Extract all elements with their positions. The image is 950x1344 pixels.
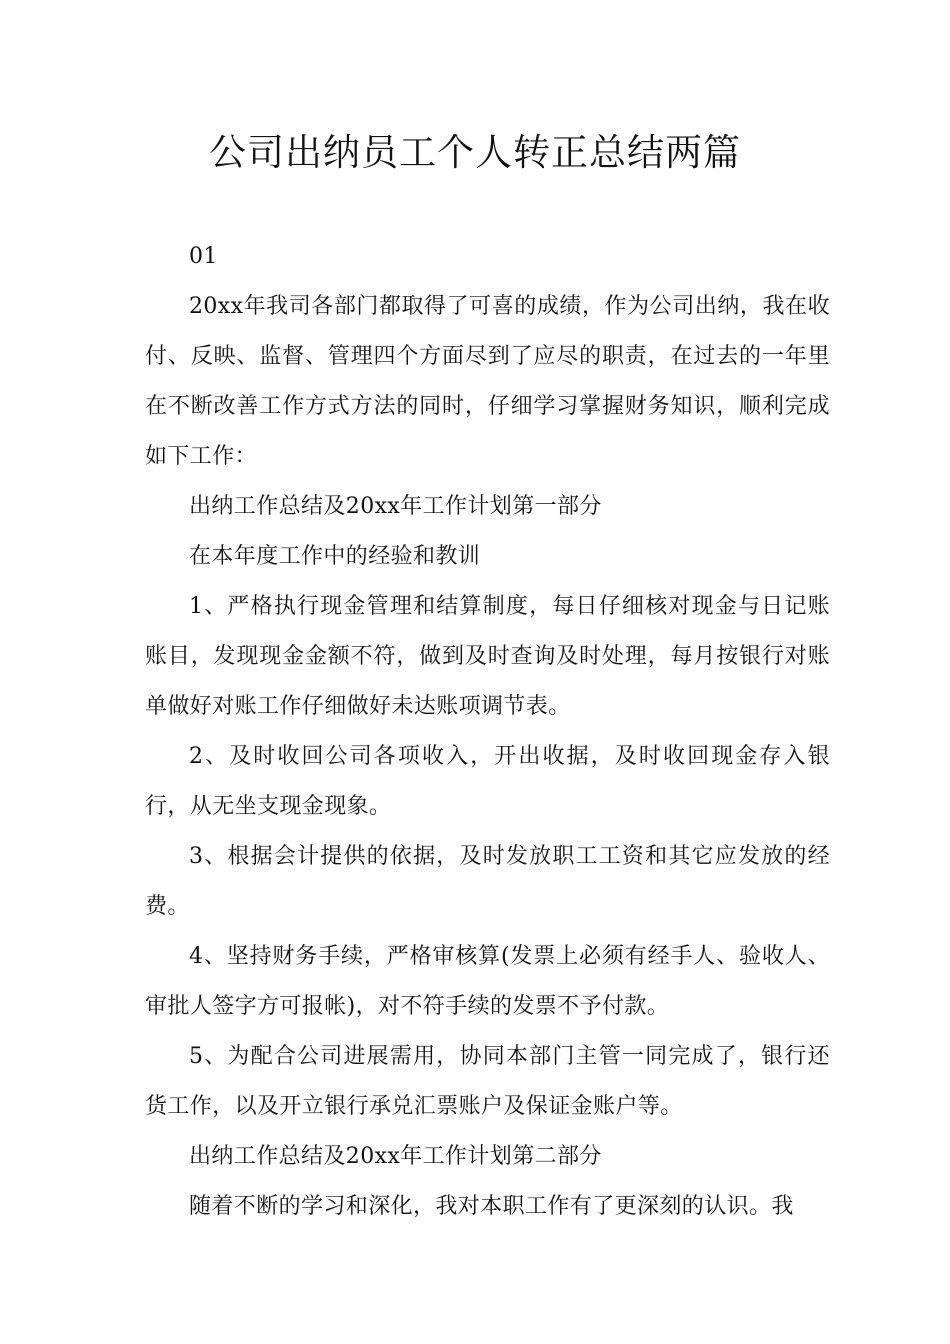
document-title: 公司出纳员工个人转正总结两篇 [209, 131, 741, 174]
intro-paragraph: 20xx年我司各部门都取得了可喜的成绩，作为公司出纳，我在收付、反映、监督、管理四个方面尽到了应尽的职责，在过去的一年里在不断改善工作方式方法的同时，仔细学习掌握财务知识，顺利完成如下工作： [145, 294, 830, 469]
section-heading-part-two: 出纳工作总结及20xx年工作计划第二部分 [189, 1144, 602, 1169]
section-heading-part-one: 出纳工作总结及20xx年工作计划第一部分 [189, 494, 602, 519]
list-item-5: 5、为配合公司进展需用，协同本部门主管一同完成了，银行还货工作，以及开立银行承兑汇票账户及保证金账户等。 [145, 1044, 830, 1119]
list-item-1: 1、严格执行现金管理和结算制度，每日仔细核对现金与日记账账目，发现现金金额不符，做到及时查询及时处理，每月按银行对账单做好对账工作仔细做好未达账项调节表。 [145, 594, 830, 719]
list-item-3: 3、根据会计提供的依据，及时发放职工工资和其它应发放的经费。 [145, 844, 830, 919]
document-body [145, 232, 830, 1232]
closing-paragraph: 随着不断的学习和深化，我对本职工作有了更深刻的认识。我 [189, 1194, 794, 1219]
list-item-4: 4、坚持财务手续，严格审核算(发票上必须有经手人、验收人、审批人签字方可报帐)，对不符手续的发票不予付款。 [145, 944, 830, 1019]
section-number: 01 [189, 244, 218, 269]
subheading-experience: 在本年度工作中的经验和教训 [189, 544, 481, 569]
list-item-2: 2、及时收回公司各项收入，开出收据，及时收回现金存入银行，从无坐支现金现象。 [145, 744, 830, 819]
